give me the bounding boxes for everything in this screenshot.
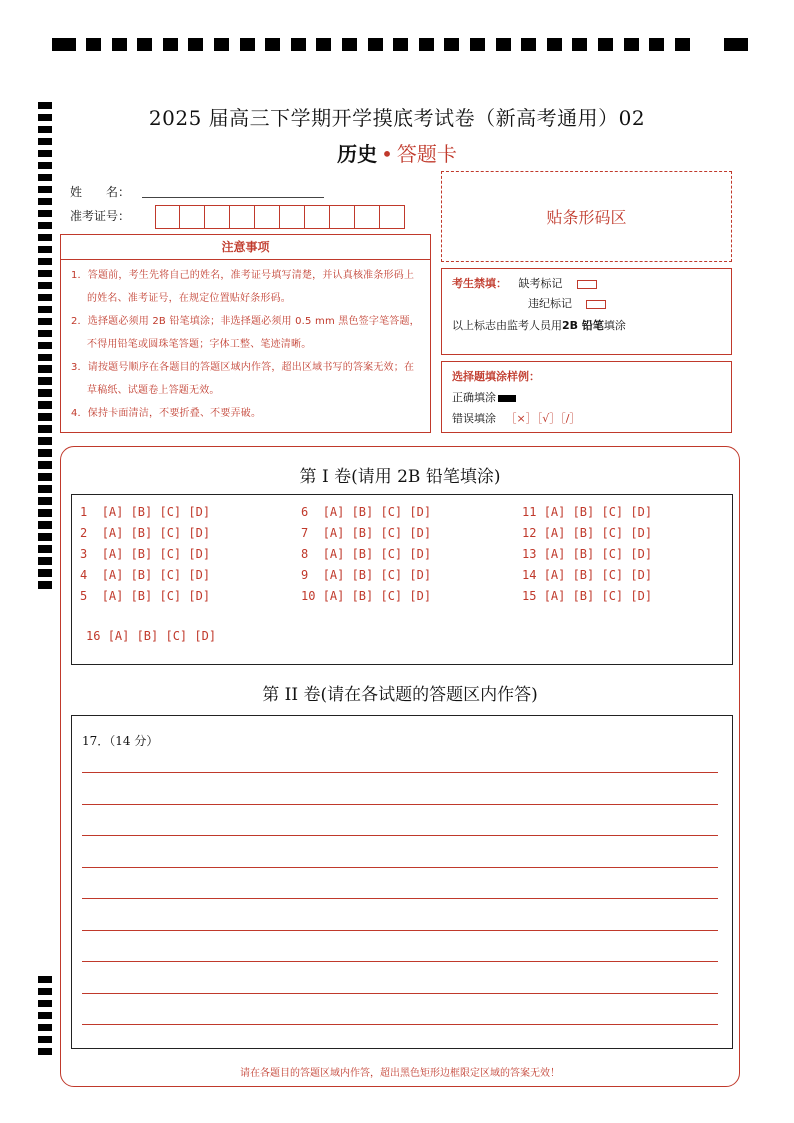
question-number: 2 [80, 526, 88, 540]
choice-question-15[interactable] [522, 589, 652, 603]
timing-mark [38, 222, 52, 229]
timing-mark [38, 258, 52, 265]
absent-label: 缺考标记 [518, 277, 563, 290]
subtitle-dot: • [381, 142, 393, 166]
timing-mark [572, 38, 587, 51]
part2-title: 第 II 卷(请在各试题的答题区内作答) [262, 685, 538, 705]
choice-question-2[interactable] [80, 526, 210, 540]
side-timing-marks-middle [38, 365, 52, 593]
proctor-only-box [441, 268, 732, 355]
timing-mark [38, 282, 52, 289]
timing-mark [342, 38, 357, 51]
timing-mark [38, 174, 52, 181]
timing-mark [38, 413, 52, 420]
question-number: 10 [301, 589, 316, 603]
choice-question-12[interactable] [522, 526, 652, 540]
timing-mark [38, 294, 52, 301]
card-label: 答题卡 [396, 142, 457, 166]
answer-options[interactable]: [A] [B] [C] [D] [101, 547, 211, 561]
timing-mark [316, 38, 331, 51]
timing-mark [38, 569, 52, 576]
question-number: 9 [301, 568, 309, 582]
timing-mark [240, 38, 255, 51]
proctor-note-pre: 以上标志由监考人员用 [452, 319, 562, 332]
question-number: 14 [522, 568, 537, 582]
choice-question-11[interactable] [522, 505, 652, 519]
timing-mark [38, 246, 52, 253]
id-digit-box[interactable] [355, 205, 380, 229]
timing-mark [444, 38, 459, 51]
answer-line [82, 804, 718, 805]
answer-line [82, 772, 718, 773]
answer-options[interactable]: [A] [B] [C] [D] [101, 526, 211, 540]
timing-mark [38, 150, 52, 157]
question-number: 11 [522, 505, 537, 519]
question-number: 15 [522, 589, 537, 603]
timing-mark [38, 126, 52, 133]
timing-mark [38, 521, 52, 528]
subject-name: 历史 [337, 142, 378, 166]
id-label: 准考证号： [70, 209, 131, 223]
name-field[interactable] [142, 197, 324, 198]
answer-options[interactable]: [A] [B] [C] [D] [322, 568, 432, 582]
question-number: 16 [86, 629, 101, 643]
timing-mark [38, 1012, 52, 1019]
choice-question-3[interactable] [80, 547, 210, 561]
id-digit-box[interactable] [305, 205, 330, 229]
timing-mark [38, 988, 52, 995]
absent-mark-box[interactable] [577, 280, 597, 289]
timing-mark [393, 38, 408, 51]
top-timing-marks [52, 38, 748, 52]
answer-options[interactable]: [A] [B] [C] [D] [543, 589, 653, 603]
timing-mark [291, 38, 306, 51]
answer-options[interactable]: [A] [B] [C] [D] [101, 589, 211, 603]
exam-title: 2025 届高三下学期开学摸底考试卷（新高考通用）02 [148, 106, 646, 130]
choice-question-1[interactable] [80, 505, 210, 519]
proctor-label: 考生禁填： [452, 277, 507, 290]
timing-mark [547, 38, 562, 51]
choice-question-13[interactable] [522, 547, 652, 561]
timing-mark [38, 138, 52, 145]
id-digit-box[interactable] [380, 205, 405, 229]
question-17-label: 17．（14 分） [82, 734, 159, 748]
barcode-area [441, 171, 732, 262]
timing-mark [38, 449, 52, 456]
timing-mark [38, 1024, 52, 1031]
answer-options[interactable]: [A] [B] [C] [D] [107, 629, 217, 643]
sample-label: 选择题填涂样例： [452, 370, 540, 383]
timing-mark [38, 354, 52, 361]
answer-options[interactable]: [A] [B] [C] [D] [322, 526, 432, 540]
timing-mark [38, 1048, 52, 1055]
violation-mark-box[interactable] [586, 300, 606, 309]
timing-mark [38, 210, 52, 217]
timing-mark [38, 389, 52, 396]
essay-answer-box[interactable] [71, 715, 733, 1049]
notice-item-3: 3．请按题号顺序在各题目的答题区域内作答，超出区域书写的答案无效；在草稿纸、试题卷上答题无效。 [71, 362, 415, 396]
timing-mark [38, 557, 52, 564]
id-digit-box[interactable] [230, 205, 255, 229]
timing-mark [38, 330, 52, 337]
id-digit-box[interactable] [180, 205, 205, 229]
choice-question-10[interactable] [301, 589, 431, 603]
timing-mark [38, 377, 52, 384]
timing-mark [38, 461, 52, 468]
question-number: 1 [80, 505, 88, 519]
choice-question-8[interactable] [301, 547, 431, 561]
notice-heading: 注意事项 [61, 235, 430, 260]
timing-mark [265, 38, 280, 51]
part1-title: 第 I 卷(请用 2B 铅笔填涂) [299, 467, 501, 487]
fill-sample-box [441, 361, 732, 433]
timing-mark [38, 485, 52, 492]
timing-mark [38, 234, 52, 241]
timing-mark [38, 306, 52, 313]
wrong-fill-label: 错误填涂 [452, 412, 496, 425]
question-number: 3 [80, 547, 88, 561]
answer-options[interactable]: [A] [B] [C] [D] [101, 505, 211, 519]
id-digit-box[interactable] [330, 205, 355, 229]
timing-mark [38, 270, 52, 277]
choice-question-16[interactable] [86, 629, 216, 643]
timing-mark [38, 1036, 52, 1043]
id-digit-box[interactable] [255, 205, 280, 229]
answer-options[interactable]: [A] [B] [C] [D] [322, 505, 432, 519]
timing-mark [38, 509, 52, 516]
timing-mark [38, 473, 52, 480]
timing-mark [38, 102, 52, 109]
answer-line [82, 898, 718, 899]
answer-options[interactable]: [A] [B] [C] [D] [543, 568, 653, 582]
timing-mark [214, 38, 229, 51]
timing-mark [38, 581, 52, 588]
name-label: 姓 名： [70, 185, 131, 199]
timing-mark [38, 545, 52, 552]
footer-warning: 请在各题目的答题区域内作答，超出黑色矩形边框限定区域的答案无效！ [240, 1068, 560, 1079]
timing-mark [38, 318, 52, 325]
id-digit-box[interactable] [280, 205, 305, 229]
timing-mark [38, 533, 52, 540]
answer-options[interactable]: [A] [B] [C] [D] [101, 568, 211, 582]
notice-item-2: 2．选择题必须用 2B 铅笔填涂；非选择题必须用 0.5 mm 黑色签字笔答题，不得用铅笔或圆珠笔答题；字体工整、笔迹清晰。 [71, 316, 420, 350]
timing-mark [38, 1000, 52, 1007]
answer-line [82, 993, 718, 994]
timing-mark [38, 342, 52, 349]
timing-mark [724, 38, 748, 51]
timing-mark [624, 38, 639, 51]
choice-question-6[interactable] [301, 505, 431, 519]
id-digit-box[interactable] [205, 205, 230, 229]
timing-mark [649, 38, 664, 51]
question-number: 5 [80, 589, 88, 603]
correct-fill-label: 正确填涂 [452, 391, 496, 404]
timing-mark [38, 437, 52, 444]
timing-mark [470, 38, 485, 51]
choice-question-5[interactable] [80, 589, 210, 603]
timing-mark [521, 38, 536, 51]
question-number: 13 [522, 547, 537, 561]
wrong-fill-marks: ［×］［√］［/］ [505, 412, 581, 425]
proctor-note-bold: 2B 铅笔 [562, 319, 604, 332]
notice-box [60, 234, 431, 433]
answer-line [82, 930, 718, 931]
card-subtitle [60, 138, 734, 167]
question-number: 8 [301, 547, 309, 561]
notice-item-1: 1．答题前，考生先将自己的姓名，准考证号填写清楚，并认真核准条形码上的姓名、准考证号，在规定位置贴好条形码。 [71, 270, 415, 304]
timing-mark [598, 38, 613, 51]
answer-options[interactable]: [A] [B] [C] [D] [543, 526, 653, 540]
timing-mark [368, 38, 383, 51]
correct-fill-mark [498, 395, 516, 402]
choice-question-7[interactable] [301, 526, 431, 540]
timing-mark [163, 38, 178, 51]
answer-line [82, 1024, 718, 1025]
notice-item-4: 4．保持卡面清洁，不要折叠、不要弄破。 [71, 408, 262, 419]
timing-mark [188, 38, 203, 51]
id-number-boxes[interactable] [155, 205, 405, 229]
answer-line [82, 961, 718, 962]
timing-mark [52, 38, 76, 51]
timing-mark [38, 186, 52, 193]
answer-options[interactable]: [A] [B] [C] [D] [543, 547, 653, 561]
violation-label: 违纪标记 [528, 297, 572, 310]
id-digit-box[interactable] [155, 205, 180, 229]
question-number: 4 [80, 568, 88, 582]
choice-question-4[interactable] [80, 568, 210, 582]
timing-mark [38, 401, 52, 408]
choice-question-14[interactable] [522, 568, 652, 582]
timing-mark [419, 38, 434, 51]
answer-line [82, 867, 718, 868]
timing-mark [137, 38, 152, 51]
timing-mark [38, 198, 52, 205]
timing-mark [112, 38, 127, 51]
answer-options[interactable]: [A] [B] [C] [D] [543, 505, 653, 519]
question-number: 12 [522, 526, 537, 540]
answer-options[interactable]: [A] [B] [C] [D] [322, 547, 432, 561]
timing-mark [38, 497, 52, 504]
timing-mark [38, 425, 52, 432]
timing-mark [86, 38, 101, 51]
timing-mark [675, 38, 690, 51]
timing-mark [38, 162, 52, 169]
timing-mark [496, 38, 511, 51]
proctor-note-post: 填涂 [603, 319, 626, 332]
barcode-label: 贴条形码区 [546, 208, 627, 227]
question-number: 6 [301, 505, 309, 519]
timing-mark [38, 365, 52, 372]
answer-options[interactable]: [A] [B] [C] [D] [322, 589, 432, 603]
timing-mark [38, 114, 52, 121]
answer-line [82, 835, 718, 836]
choice-question-9[interactable] [301, 568, 431, 582]
timing-mark [38, 976, 52, 983]
question-number: 7 [301, 526, 309, 540]
side-timing-marks-lower [38, 976, 52, 1060]
